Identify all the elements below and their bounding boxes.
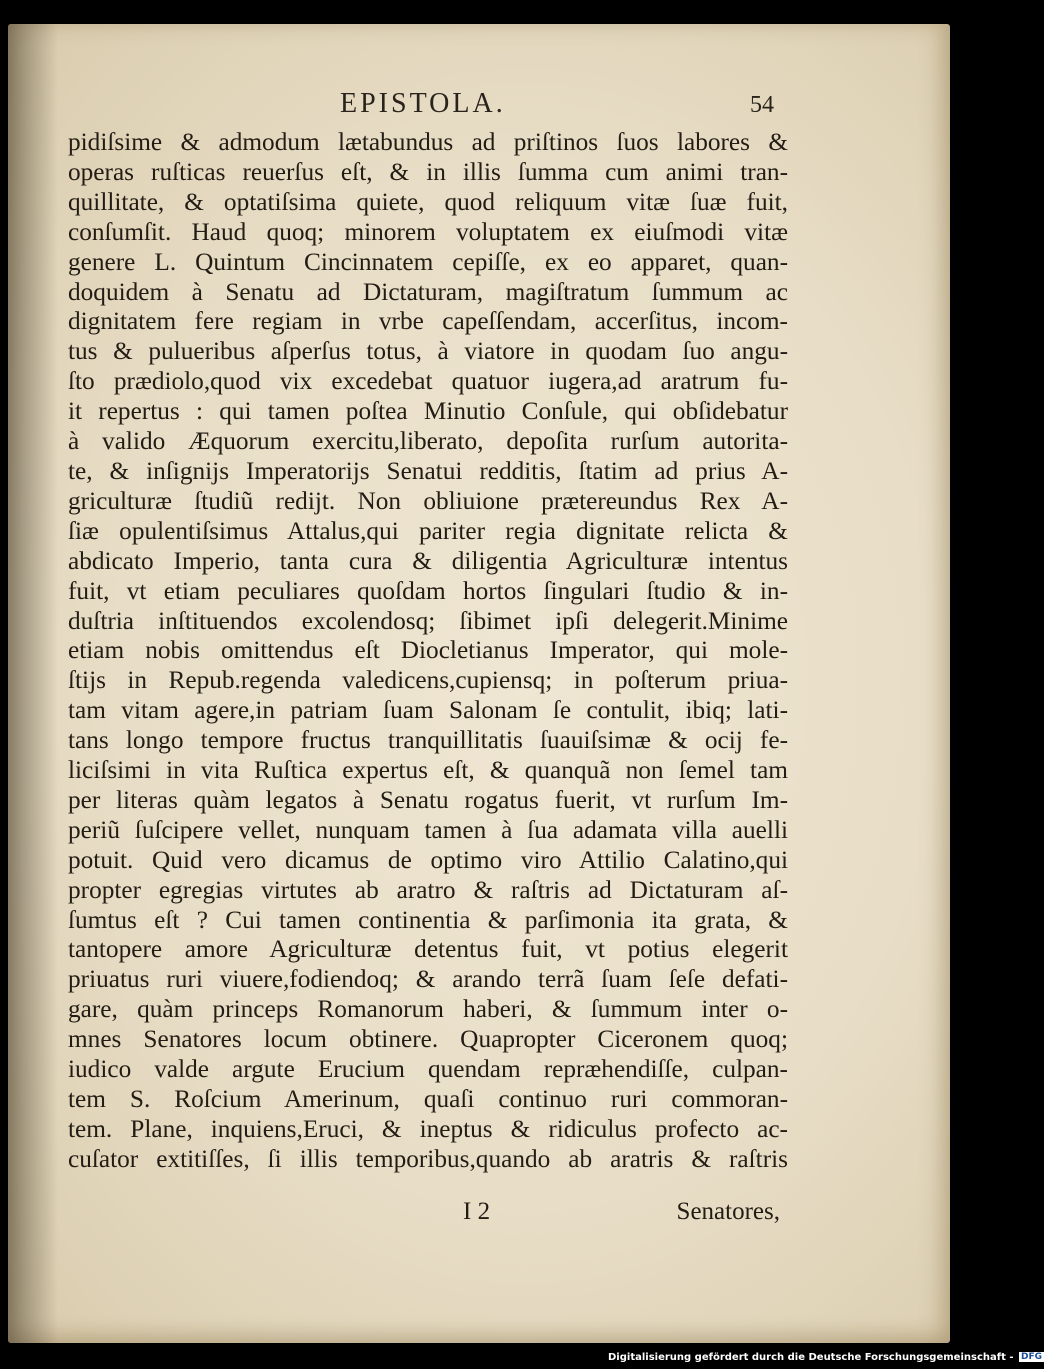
- digitization-credit: [608, 1352, 1043, 1368]
- running-head: EPISTOLA.: [340, 88, 506, 119]
- text-line: quillitate, & optatiſsima quiete, quod reliquum vitæ ſuæ fuit,: [68, 187, 788, 216]
- credit-text: Digitalisierung gefördert durch die Deutsche Forschungsgemeinschaft -: [608, 1352, 1014, 1363]
- text-line: etiam nobis omittendus eſt Diocletianus Imperator, qui mole-: [68, 636, 788, 665]
- signature-mark: I 2: [463, 1198, 491, 1225]
- text-line: potuit. Quid vero dicamus de optimo viro Attilio Calatino,qui: [68, 845, 788, 874]
- text-line: doquidem à Senatu ad Dictaturam, magiſtratum ſummum ac: [68, 277, 788, 306]
- text-line: griculturæ ſtudiũ redijt. Non obliuione prætereundus Rex A-: [68, 486, 788, 515]
- text-line: per literas quàm legatos à Senatu rogatus fuerit, vt rurſum Im-: [68, 785, 788, 814]
- text-line: propter egregias virtutes ab aratro & raſtris ad Dictaturam aſ-: [68, 875, 788, 904]
- body-text: [68, 128, 788, 1175]
- text-line: tem S. Roſcium Amerinum, quaſi continuo ruri commoran-: [68, 1085, 788, 1113]
- text-line: ſtijs in Repub.regenda valedicens,cupiensq; in poſterum priua-: [68, 666, 788, 695]
- text-line: tam vitam agere,in patriam ſuam Salonam ſe contulit, ibiq; lati-: [68, 696, 788, 725]
- text-line: duſtria inſtituendos excolendosq; ſibimet ipſi delegerit.Minime: [68, 606, 788, 635]
- text-line: tus & pulueribus aſperſus totus, à viatore in quodam ſuo angu-: [68, 337, 788, 366]
- dfg-logo-icon: DFG: [1021, 1352, 1043, 1362]
- gutter-shadow: [8, 24, 58, 1343]
- text-line: liciſsimi in vita Ruſtica expertus eſt, & quanquã non ſemel tam: [68, 756, 788, 785]
- text-line: fuit, vt etiam peculiares quoſdam hortos ſingulari ſtudio & in-: [68, 576, 788, 605]
- text-line: it repertus : qui tamen poſtea Minutio Conſule, qui obſidebatur: [68, 397, 788, 426]
- text-line: mnes Senatores locum obtinere. Quapropter Ciceronem quoq;: [68, 1025, 788, 1054]
- text-line: te, & inſignijs Imperatorijs Senatui redditis, ſtatim ad prius A-: [68, 456, 788, 485]
- text-line: iudico valde argute Erucium quendam repræhendiſſe, culpan-: [68, 1055, 788, 1084]
- text-line: cuſator extitiſſes, ſi illis temporibus,quando ab aratris & raſtris: [68, 1144, 788, 1173]
- text-line: tans longo tempore fructus tranquillitatis ſuauiſsimæ & ocij fe-: [68, 726, 788, 755]
- text-line: priuatus ruri viuere,fodiendoq; & arando terrã ſuam ſeſe defati-: [68, 965, 788, 994]
- text-line: genere L. Quintum Cincinnatem cepiſſe, ex eo apparet, quan-: [68, 247, 788, 276]
- text-line: tantopere amore Agriculturæ detentus fuit, vt potius elegerit: [68, 935, 788, 964]
- text-line: dignitatem fere regiam in vrbe capeſſendam, accerſitus, incom-: [68, 307, 788, 336]
- text-line: tem. Plane, inquiens,Eruci, & ineptus & ridiculus profecto ac-: [68, 1114, 788, 1143]
- text-line: abdicato Imperio, tanta cura & diligentia Agriculturæ intentus: [68, 546, 788, 575]
- text-line: gare, quàm princeps Romanorum haberi, & ſummum inter o-: [68, 995, 788, 1024]
- page-footer: [68, 1198, 788, 1232]
- text-line: pidiſsime & admodum lætabundus ad priſtinos ſuos labores &: [68, 128, 788, 156]
- text-line: periũ ſuſcipere vellet, nunquam tamen à ſua adamata villa auelli: [68, 815, 788, 844]
- page-header: [60, 82, 780, 122]
- page-number: 54: [750, 92, 774, 118]
- text-line: ſiæ opulentiſsimus Attalus,qui pariter regia dignitate relicta &: [68, 516, 788, 545]
- text-line: à valido Æquorum exercitu,liberato, depoſita rurſum autorita-: [68, 427, 788, 456]
- text-line: ſto prædiolo,quod vix excedebat quatuor iugera,ad aratrum fu-: [68, 367, 788, 396]
- text-line: operas ruſticas reuerſus eſt, & in illis ſumma cum animi tran-: [68, 157, 788, 186]
- text-line: ſumtus eſt ? Cui tamen continentia & parſimonia ita grata, &: [68, 905, 788, 934]
- catchword: Senatores,: [676, 1198, 780, 1225]
- text-line: conſumſit. Haud quoq; minorem voluptatem ex eiuſmodi vitæ: [68, 217, 788, 246]
